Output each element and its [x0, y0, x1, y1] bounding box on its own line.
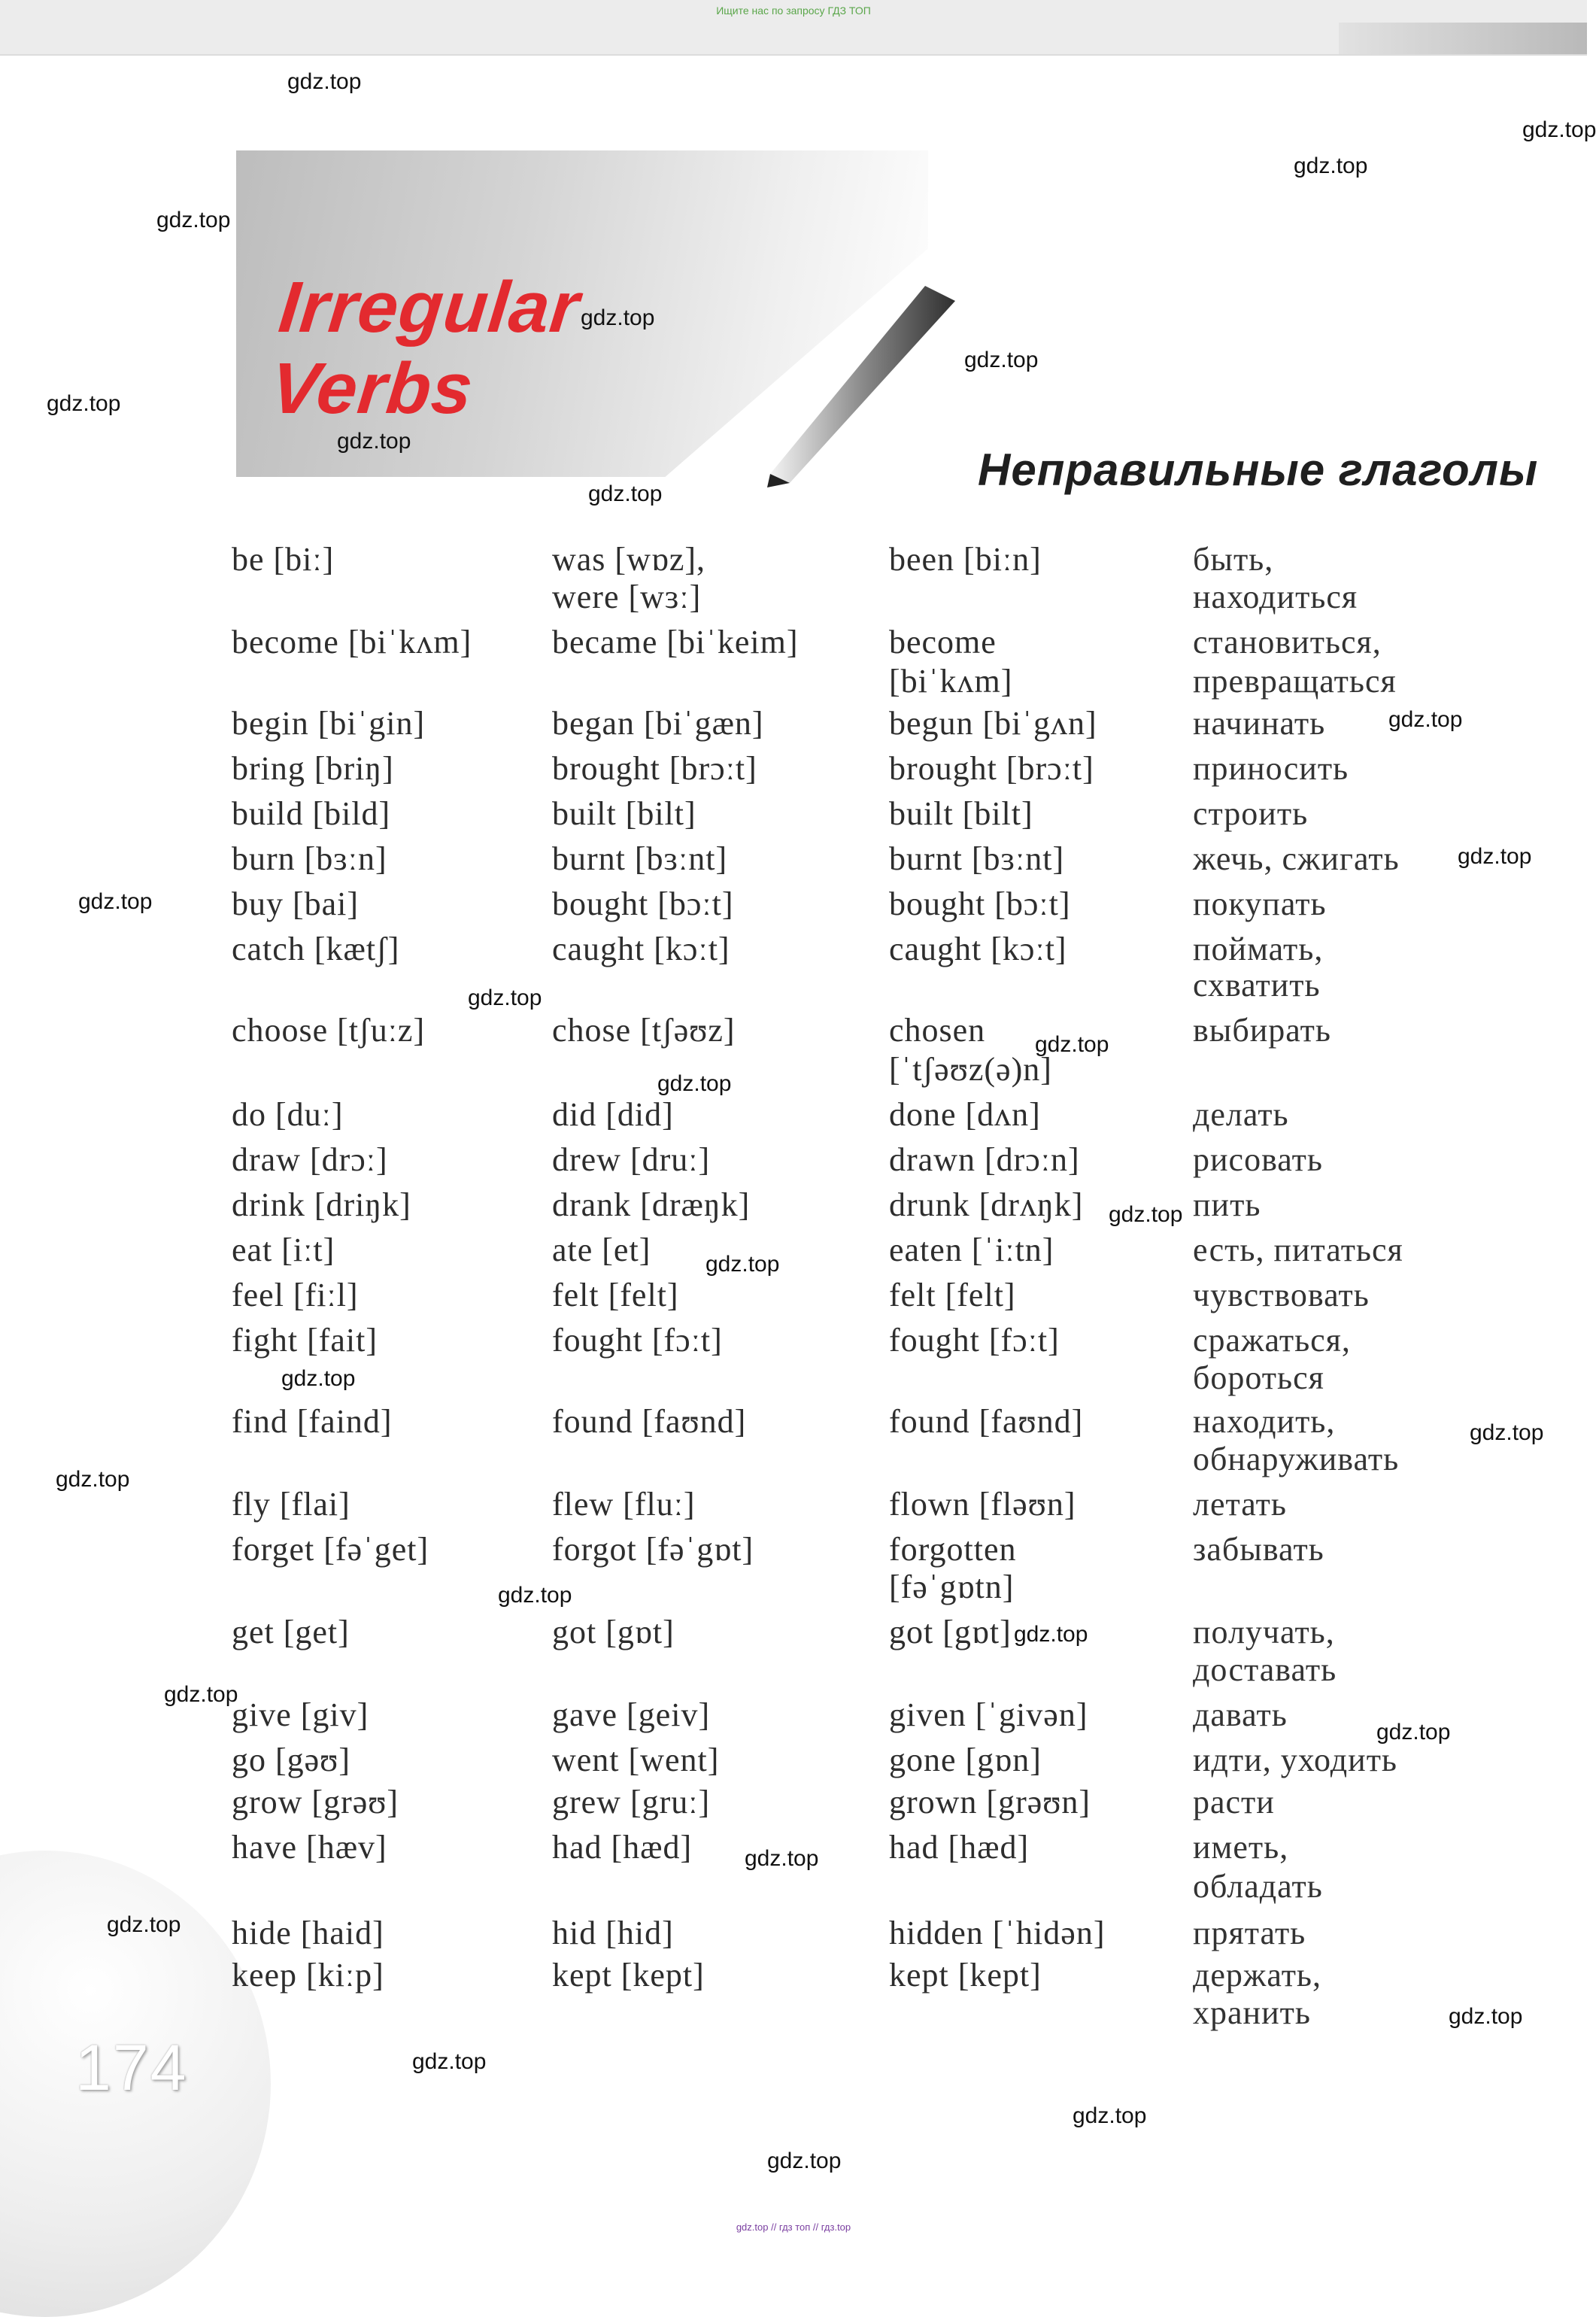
watermark-text: gdz.top — [1522, 117, 1596, 142]
verb-translation-cell: обладать — [1193, 1868, 1323, 1905]
verb-translation-cell: делать — [1193, 1096, 1289, 1133]
verb-base-cell: become [biˈkʌm] — [232, 624, 472, 660]
verb-translation-cell: схватить — [1193, 967, 1321, 1004]
watermark-text: gdz.top — [1376, 1720, 1451, 1745]
verb-participle-cell: [biˈkʌm] — [889, 663, 1013, 700]
verb-participle-cell: done [dʌn] — [889, 1096, 1041, 1133]
watermark-text: gdz.top — [581, 305, 655, 330]
verb-past-cell: began [biˈgæn] — [552, 705, 764, 742]
watermark-text: gdz.top — [1109, 1202, 1183, 1227]
watermark-text: gdz.top — [107, 1912, 181, 1937]
verb-past-cell: fought [fɔːt] — [552, 1322, 723, 1359]
verb-translation-cell: выбирать — [1193, 1012, 1331, 1049]
watermark-text: gdz.top — [657, 1071, 732, 1096]
verb-participle-cell: caught [kɔːt] — [889, 931, 1067, 967]
verb-base-cell: begin [biˈgin] — [232, 705, 426, 742]
verb-participle-cell: grown [grəʊn] — [889, 1784, 1091, 1820]
verb-participle-cell: begun [biˈgʌn] — [889, 705, 1097, 742]
verb-base-cell: get [get] — [232, 1614, 350, 1650]
verb-translation-cell: жечь, сжигать — [1193, 840, 1400, 877]
verb-base-cell: be [biː] — [232, 541, 335, 578]
verb-base-cell: grow [grəʊ] — [232, 1784, 399, 1820]
verb-participle-cell: hidden [ˈhidən] — [889, 1915, 1106, 1951]
watermark-text: gdz.top — [1014, 1622, 1088, 1647]
verb-participle-cell: burnt [bɜːnt] — [889, 840, 1065, 877]
verb-base-cell: go [gəʊ] — [232, 1742, 350, 1778]
verb-translation-cell: покупать — [1193, 885, 1327, 922]
verb-participle-cell: been [biːn] — [889, 541, 1042, 578]
verb-base-cell: fight [fait] — [232, 1322, 378, 1359]
page-subtitle: Неправильные глаголы — [978, 445, 1539, 495]
verb-base-cell: fly [flai] — [232, 1486, 350, 1523]
watermark-text: gdz.top — [287, 69, 362, 94]
top-bar-accent — [1339, 23, 1587, 54]
verb-participle-cell: become — [889, 624, 997, 660]
top-bar — [0, 0, 1587, 56]
watermark-text: gdz.top — [337, 429, 411, 454]
verb-translation-cell: начинать — [1193, 705, 1326, 742]
watermark-text: gdz.top — [78, 889, 153, 914]
verb-translation-cell: идти, уходить — [1193, 1742, 1397, 1778]
verb-translation-cell: доставать — [1193, 1651, 1337, 1688]
verb-translation-cell: бороться — [1193, 1359, 1324, 1396]
verb-past-cell: built [bilt] — [552, 795, 696, 832]
verb-translation-cell: летать — [1193, 1486, 1287, 1523]
verb-past-cell: grew [gruː] — [552, 1784, 711, 1820]
verb-translation-cell: находиться — [1193, 578, 1358, 615]
verb-past-cell: found [faʊnd] — [552, 1403, 747, 1440]
verb-base-cell: have [hæv] — [232, 1829, 387, 1866]
page-number: 174 — [75, 2032, 188, 2104]
verb-translation-cell: хранить — [1193, 1994, 1311, 2031]
verb-base-cell: burn [bɜːn] — [232, 840, 387, 877]
verb-translation-cell: давать — [1193, 1696, 1288, 1733]
watermark-text: gdz.top — [468, 985, 542, 1010]
verb-base-cell: keep [kiːp] — [232, 1957, 384, 1994]
verb-translation-cell: есть, питаться — [1193, 1231, 1403, 1268]
verb-participle-cell: chosen — [889, 1012, 986, 1049]
watermark-text: gdz.top — [705, 1252, 780, 1277]
verb-base-cell: draw [drɔː] — [232, 1141, 388, 1178]
verb-participle-cell: eaten [ˈiːtn] — [889, 1231, 1054, 1268]
verb-past-cell: burnt [bɜːnt] — [552, 840, 728, 877]
footer-note: gdz.top // гдз топ // гдз.top — [736, 2221, 851, 2233]
banner-title-line1: Irregular — [275, 267, 584, 348]
verb-past-cell: forgot [fəˈgɒt] — [552, 1531, 754, 1568]
verb-past-cell: went [went] — [552, 1742, 720, 1778]
watermark-text: gdz.top — [588, 481, 663, 506]
verb-base-cell: give [giv] — [232, 1696, 369, 1733]
watermark-text: gdz.top — [1073, 2103, 1147, 2128]
verb-translation-cell: иметь, — [1193, 1829, 1289, 1866]
verb-translation-cell: находить, — [1193, 1403, 1336, 1440]
watermark-text: gdz.top — [1458, 844, 1532, 869]
watermark-text: gdz.top — [156, 208, 231, 232]
verb-participle-cell: bought [bɔːt] — [889, 885, 1071, 922]
verb-participle-cell: got [gɒt] — [889, 1614, 1012, 1650]
banner-title — [267, 267, 584, 430]
watermark-text: gdz.top — [498, 1583, 572, 1608]
verb-past-cell: gave [geiv] — [552, 1696, 711, 1733]
verb-participle-cell: flown [fləʊn] — [889, 1486, 1076, 1523]
verb-participle-cell: fought [fɔːt] — [889, 1322, 1060, 1359]
verb-translation-cell: пить — [1193, 1186, 1261, 1223]
verb-base-cell: find [faind] — [232, 1403, 393, 1440]
verb-past-cell: did [did] — [552, 1096, 674, 1133]
verb-base-cell: hide [haid] — [232, 1915, 384, 1951]
verb-past-cell: brought [brɔːt] — [552, 750, 757, 787]
verb-translation-cell: становиться, — [1193, 624, 1382, 660]
verb-past-cell: caught [kɔːt] — [552, 931, 730, 967]
verb-participle-cell: forgotten — [889, 1531, 1017, 1568]
verb-past-cell: got [gɒt] — [552, 1614, 675, 1650]
verb-participle-cell: [fəˈgɒtn] — [889, 1568, 1015, 1605]
verb-base-cell: build [bild] — [232, 795, 391, 832]
verb-base-cell: feel [fiːl] — [232, 1277, 359, 1313]
verb-translation-cell: рисовать — [1193, 1141, 1323, 1178]
verb-base-cell: do [duː] — [232, 1096, 344, 1133]
verb-participle-cell: had [hæd] — [889, 1829, 1030, 1866]
verb-base-cell: choose [tʃuːz] — [232, 1012, 426, 1049]
verb-participle-cell: gone [gɒn] — [889, 1742, 1042, 1778]
verb-translation-cell: быть, — [1193, 541, 1274, 578]
verb-past-cell: drew [druː] — [552, 1141, 711, 1178]
watermark-text: gdz.top — [1388, 707, 1463, 732]
watermark-text: gdz.top — [1035, 1032, 1109, 1057]
verb-past-cell: was [wɒz], — [552, 541, 706, 578]
verb-past-cell: chose [tʃəʊz] — [552, 1012, 736, 1049]
top-note: Ищите нас по запросу ГДЗ ТОП — [716, 5, 871, 17]
verb-past-cell: kept [kept] — [552, 1957, 705, 1994]
verb-past-cell: became [biˈkeim] — [552, 624, 799, 660]
verb-participle-cell: drunk [drʌŋk] — [889, 1186, 1084, 1223]
watermark-text: gdz.top — [47, 391, 121, 416]
verb-past-cell: felt [felt] — [552, 1277, 679, 1313]
verb-translation-cell: приносить — [1193, 750, 1349, 787]
verb-base-cell: forget [fəˈget] — [232, 1531, 429, 1568]
verb-base-cell: catch [kætʃ] — [232, 931, 400, 967]
verb-translation-cell: превращаться — [1193, 663, 1397, 700]
watermark-text: gdz.top — [281, 1366, 356, 1391]
verb-participle-cell: built [bilt] — [889, 795, 1033, 832]
verb-translation-cell: строить — [1193, 795, 1309, 832]
verb-translation-cell: прятать — [1193, 1915, 1306, 1951]
verb-translation-cell: поймать, — [1193, 931, 1324, 967]
verb-past-cell: ate [et] — [552, 1231, 651, 1268]
pen-icon — [767, 286, 963, 489]
verb-translation-cell: расти — [1193, 1784, 1275, 1820]
verb-past-cell: drank [dræŋk] — [552, 1186, 751, 1223]
verb-past-cell: hid [hid] — [552, 1915, 674, 1951]
watermark-text: gdz.top — [767, 2148, 842, 2173]
watermark-text: gdz.top — [164, 1682, 238, 1707]
verb-translation-cell: забывать — [1193, 1531, 1324, 1568]
verb-past-cell: had [hæd] — [552, 1829, 693, 1866]
verb-base-cell: bring [briŋ] — [232, 750, 394, 787]
watermark-text: gdz.top — [964, 348, 1039, 372]
verb-translation-cell: обнаруживать — [1193, 1441, 1400, 1477]
verb-participle-cell: kept [kept] — [889, 1957, 1042, 1994]
verb-participle-cell: brought [brɔːt] — [889, 750, 1094, 787]
verb-participle-cell: [ˈtʃəʊz(ə)n] — [889, 1051, 1052, 1088]
watermark-text: gdz.top — [1294, 153, 1368, 178]
verb-past-cell: bought [bɔːt] — [552, 885, 734, 922]
verb-participle-cell: drawn [drɔːn] — [889, 1141, 1080, 1178]
watermark-text: gdz.top — [745, 1846, 819, 1871]
watermark-text: gdz.top — [412, 2049, 487, 2074]
verb-participle-cell: felt [felt] — [889, 1277, 1016, 1313]
verb-base-cell: drink [driŋk] — [232, 1186, 411, 1223]
watermark-text: gdz.top — [56, 1467, 130, 1492]
verb-base-cell: eat [iːt] — [232, 1231, 335, 1268]
verb-base-cell: buy [bai] — [232, 885, 360, 922]
verb-past-cell: were [wɜː] — [552, 578, 702, 615]
verb-participle-cell: given [ˈgivən] — [889, 1696, 1088, 1733]
watermark-text: gdz.top — [1470, 1420, 1544, 1445]
verb-translation-cell: сражаться, — [1193, 1322, 1351, 1359]
verb-translation-cell: держать, — [1193, 1957, 1322, 1994]
verb-translation-cell: чувствовать — [1193, 1277, 1370, 1313]
verb-past-cell: flew [fluː] — [552, 1486, 696, 1523]
verb-participle-cell: found [faʊnd] — [889, 1403, 1084, 1440]
watermark-text: gdz.top — [1449, 2004, 1523, 2029]
banner-title-line2: Verbs — [266, 348, 478, 429]
verb-translation-cell: получать, — [1193, 1614, 1335, 1650]
